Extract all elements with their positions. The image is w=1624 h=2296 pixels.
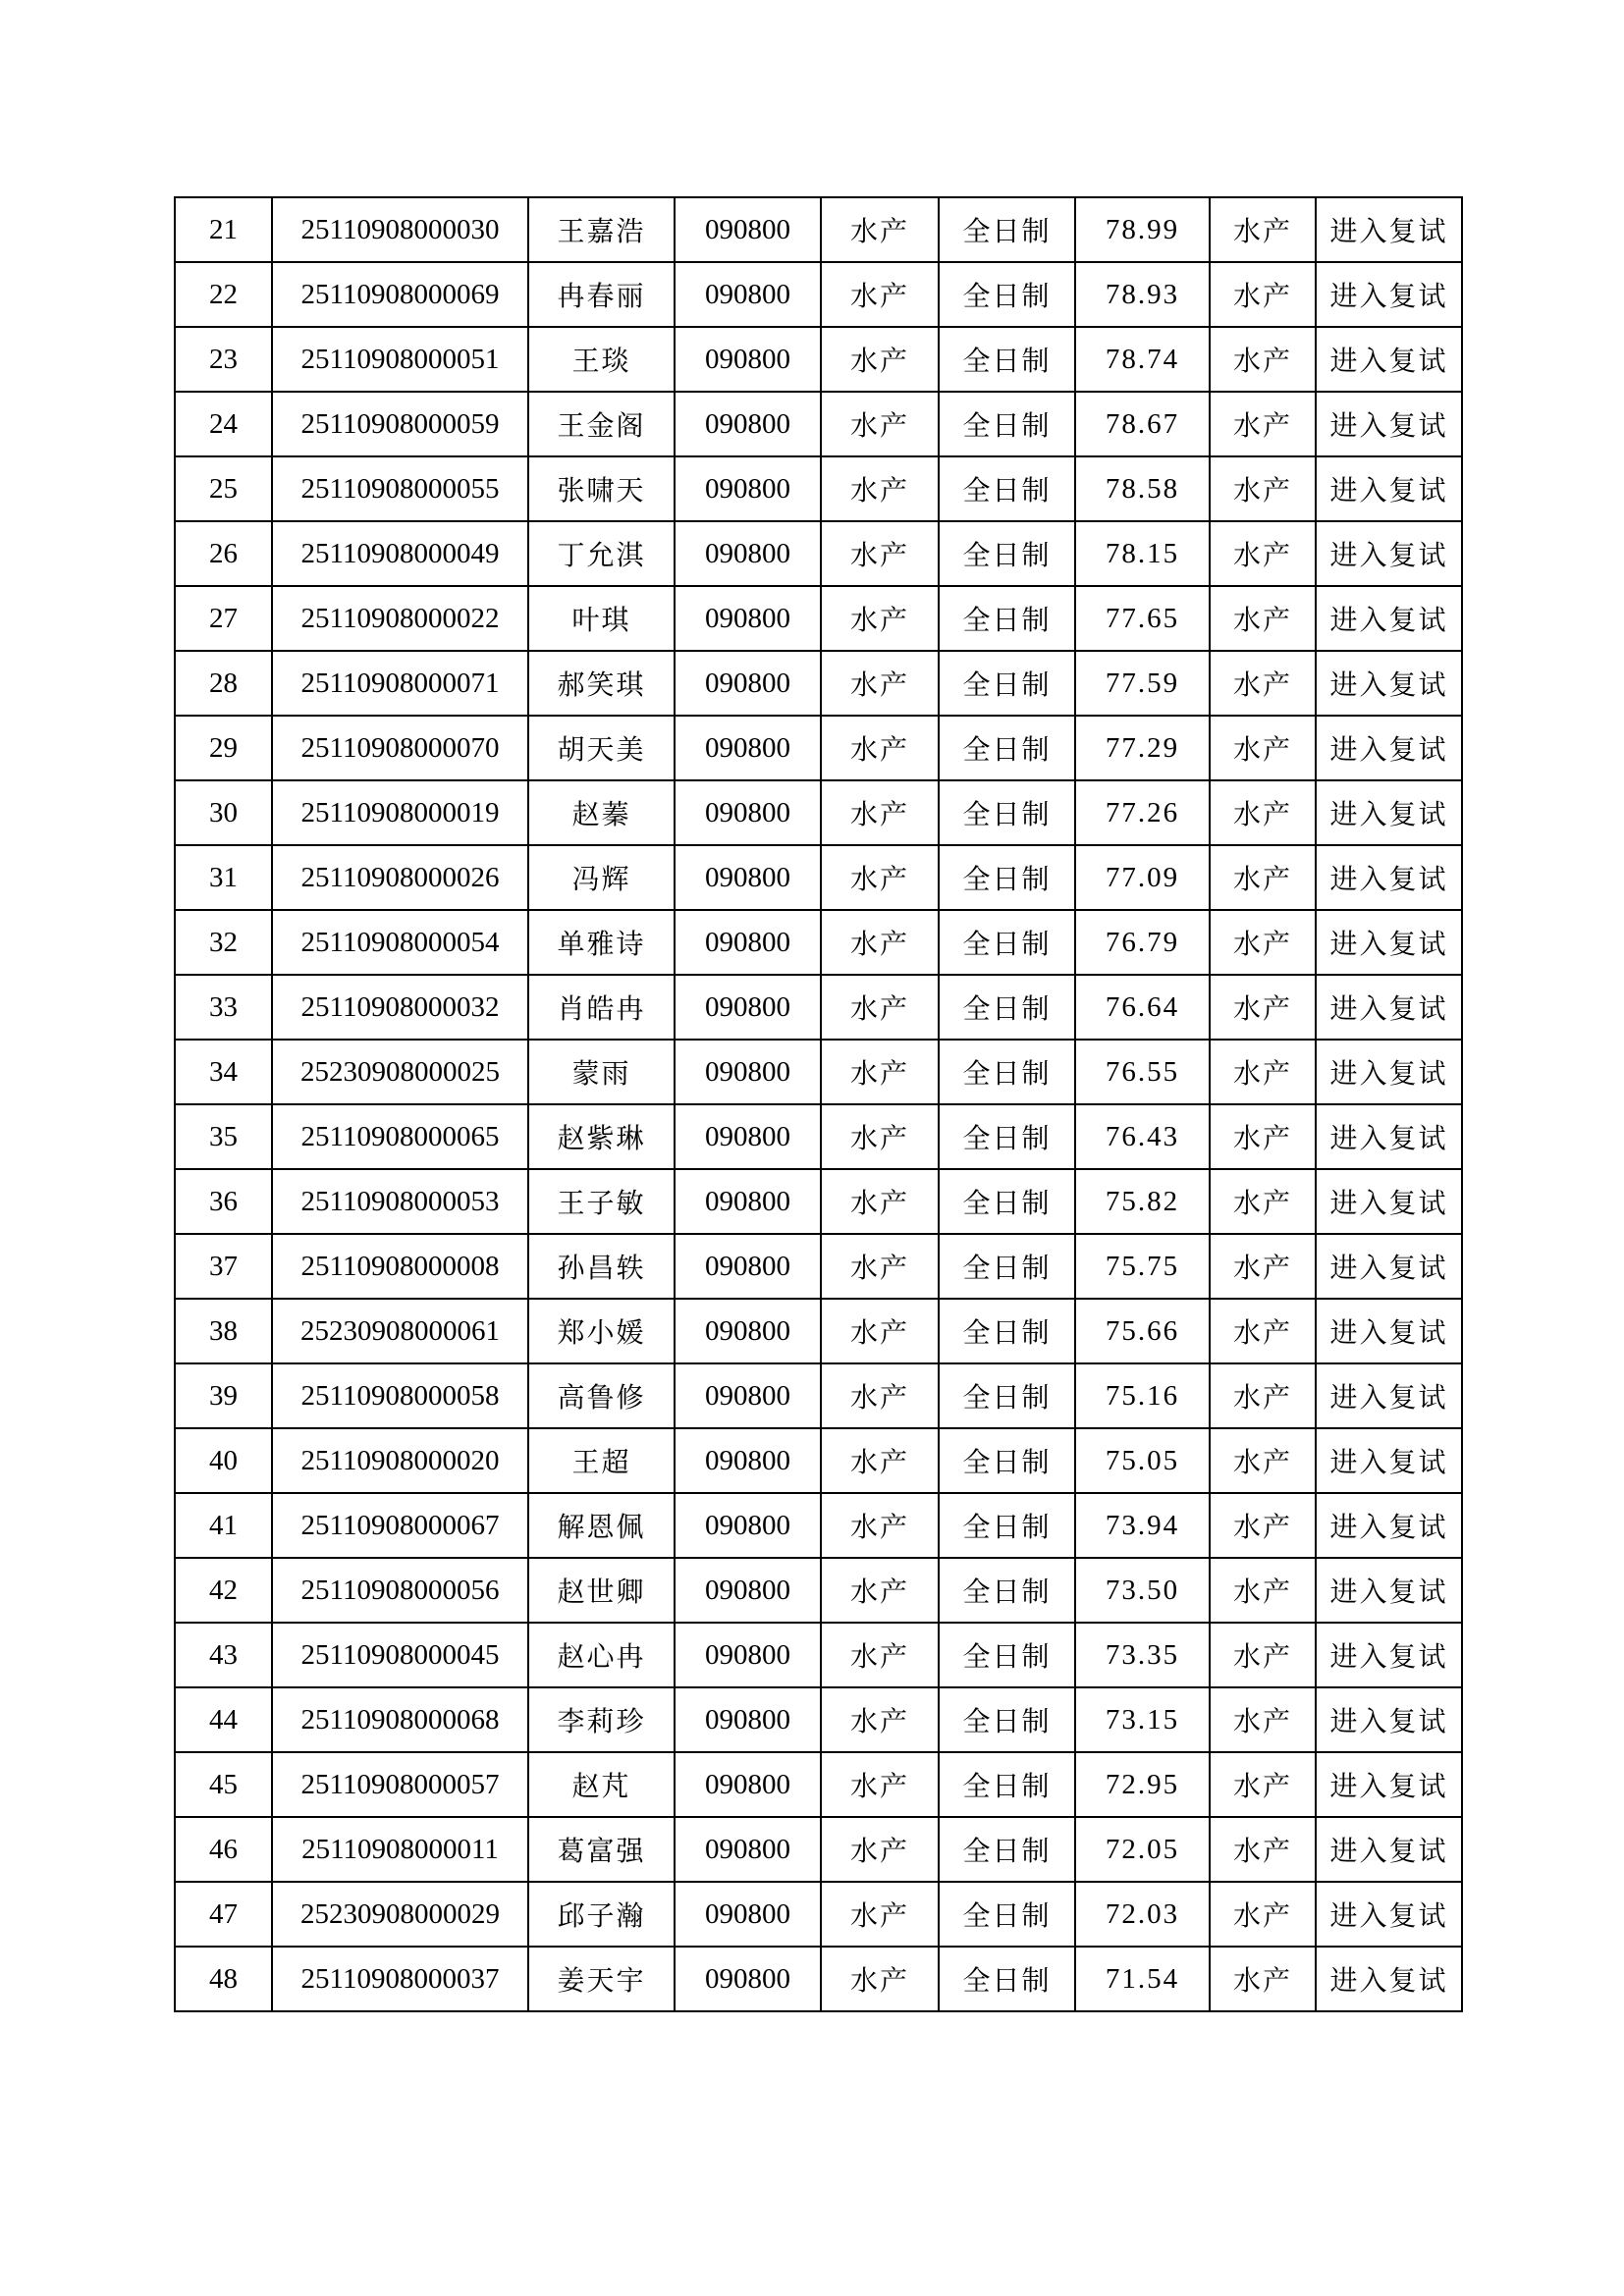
- exam-id-cell: 25110908000011: [272, 1817, 528, 1882]
- table-row: [175, 1234, 1462, 1299]
- direction-cell: 水产: [1210, 1363, 1316, 1428]
- result-cell: 进入复试: [1316, 521, 1462, 586]
- major-cell: 水产: [821, 262, 939, 327]
- candidate-name-cell: 郑小媛: [528, 1299, 675, 1363]
- direction-cell: 水产: [1210, 716, 1316, 780]
- candidate-name-cell: 高鲁修: [528, 1363, 675, 1428]
- major-code-cell: 090800: [675, 1493, 821, 1558]
- row-number-cell: 32: [175, 910, 272, 975]
- major-cell: 水产: [821, 456, 939, 521]
- candidate-name-cell: 赵蓁: [528, 780, 675, 845]
- exam-id-cell: 25110908000037: [272, 1947, 528, 2011]
- score-cell: 75.75: [1075, 1234, 1210, 1299]
- row-number-cell: 33: [175, 975, 272, 1040]
- result-cell: 进入复试: [1316, 1104, 1462, 1169]
- row-number-cell: 45: [175, 1752, 272, 1817]
- result-cell: 进入复试: [1316, 1882, 1462, 1947]
- score-cell: 72.05: [1075, 1817, 1210, 1882]
- major-cell: 水产: [821, 1623, 939, 1687]
- score-cell: 77.59: [1075, 651, 1210, 716]
- row-number-cell: 39: [175, 1363, 272, 1428]
- result-cell: 进入复试: [1316, 1169, 1462, 1234]
- exam-id-cell: 25110908000055: [272, 456, 528, 521]
- study-mode-cell: 全日制: [939, 1817, 1075, 1882]
- study-mode-cell: 全日制: [939, 262, 1075, 327]
- direction-cell: 水产: [1210, 780, 1316, 845]
- exam-id-cell: 25230908000029: [272, 1882, 528, 1947]
- table-row: [175, 262, 1462, 327]
- score-cell: 77.65: [1075, 586, 1210, 651]
- study-mode-cell: 全日制: [939, 1687, 1075, 1752]
- candidate-name-cell: 赵心冉: [528, 1623, 675, 1687]
- candidate-name-cell: 邱子瀚: [528, 1882, 675, 1947]
- result-cell: 进入复试: [1316, 845, 1462, 910]
- direction-cell: 水产: [1210, 521, 1316, 586]
- study-mode-cell: 全日制: [939, 197, 1075, 262]
- score-cell: 75.82: [1075, 1169, 1210, 1234]
- table-row: [175, 586, 1462, 651]
- row-number-cell: 42: [175, 1558, 272, 1623]
- major-cell: 水产: [821, 1363, 939, 1428]
- major-code-cell: 090800: [675, 716, 821, 780]
- major-code-cell: 090800: [675, 1169, 821, 1234]
- score-cell: 73.35: [1075, 1623, 1210, 1687]
- exam-id-cell: 25110908000065: [272, 1104, 528, 1169]
- result-cell: 进入复试: [1316, 392, 1462, 456]
- major-code-cell: 090800: [675, 456, 821, 521]
- table-row: [175, 521, 1462, 586]
- table-row: [175, 392, 1462, 456]
- result-cell: 进入复试: [1316, 1752, 1462, 1817]
- score-cell: 75.05: [1075, 1428, 1210, 1493]
- score-cell: 76.64: [1075, 975, 1210, 1040]
- major-code-cell: 090800: [675, 780, 821, 845]
- candidate-name-cell: 赵芃: [528, 1752, 675, 1817]
- row-number-cell: 24: [175, 392, 272, 456]
- exam-id-cell: 25230908000061: [272, 1299, 528, 1363]
- table-row: [175, 1947, 1462, 2011]
- exam-id-cell: 25110908000059: [272, 392, 528, 456]
- row-number-cell: 34: [175, 1040, 272, 1104]
- major-cell: 水产: [821, 521, 939, 586]
- row-number-cell: 21: [175, 197, 272, 262]
- row-number-cell: 27: [175, 586, 272, 651]
- major-code-cell: 090800: [675, 1947, 821, 2011]
- major-code-cell: 090800: [675, 262, 821, 327]
- study-mode-cell: 全日制: [939, 1428, 1075, 1493]
- exam-id-cell: 25110908000067: [272, 1493, 528, 1558]
- applicant-score-table: [174, 196, 1463, 2012]
- row-number-cell: 35: [175, 1104, 272, 1169]
- table-row: [175, 1104, 1462, 1169]
- study-mode-cell: 全日制: [939, 327, 1075, 392]
- candidate-name-cell: 张啸天: [528, 456, 675, 521]
- exam-id-cell: 25110908000045: [272, 1623, 528, 1687]
- study-mode-cell: 全日制: [939, 1169, 1075, 1234]
- major-code-cell: 090800: [675, 1234, 821, 1299]
- study-mode-cell: 全日制: [939, 586, 1075, 651]
- major-code-cell: 090800: [675, 1104, 821, 1169]
- candidate-name-cell: 李莉珍: [528, 1687, 675, 1752]
- result-cell: 进入复试: [1316, 327, 1462, 392]
- table-row: [175, 651, 1462, 716]
- table-row: [175, 1752, 1462, 1817]
- major-cell: 水产: [821, 975, 939, 1040]
- table-row: [175, 1817, 1462, 1882]
- row-number-cell: 46: [175, 1817, 272, 1882]
- score-cell: 78.93: [1075, 262, 1210, 327]
- row-number-cell: 29: [175, 716, 272, 780]
- exam-id-cell: 25110908000068: [272, 1687, 528, 1752]
- row-number-cell: 22: [175, 262, 272, 327]
- score-cell: 73.50: [1075, 1558, 1210, 1623]
- major-code-cell: 090800: [675, 1687, 821, 1752]
- exam-id-cell: 25110908000019: [272, 780, 528, 845]
- direction-cell: 水产: [1210, 1947, 1316, 2011]
- table-row: [175, 1040, 1462, 1104]
- major-cell: 水产: [821, 197, 939, 262]
- exam-id-cell: 25110908000071: [272, 651, 528, 716]
- candidate-name-cell: 王琰: [528, 327, 675, 392]
- table-row: [175, 1882, 1462, 1947]
- major-code-cell: 090800: [675, 1040, 821, 1104]
- direction-cell: 水产: [1210, 1493, 1316, 1558]
- study-mode-cell: 全日制: [939, 1623, 1075, 1687]
- candidate-name-cell: 解恩佩: [528, 1493, 675, 1558]
- direction-cell: 水产: [1210, 1428, 1316, 1493]
- major-code-cell: 090800: [675, 392, 821, 456]
- major-code-cell: 090800: [675, 1363, 821, 1428]
- direction-cell: 水产: [1210, 1104, 1316, 1169]
- major-cell: 水产: [821, 1947, 939, 2011]
- major-cell: 水产: [821, 1752, 939, 1817]
- major-code-cell: 090800: [675, 1752, 821, 1817]
- study-mode-cell: 全日制: [939, 1363, 1075, 1428]
- major-code-cell: 090800: [675, 1882, 821, 1947]
- major-cell: 水产: [821, 327, 939, 392]
- table-row: [175, 845, 1462, 910]
- table-row: [175, 197, 1462, 262]
- candidate-name-cell: 王嘉浩: [528, 197, 675, 262]
- exam-id-cell: 25110908000026: [272, 845, 528, 910]
- major-cell: 水产: [821, 1428, 939, 1493]
- direction-cell: 水产: [1210, 1623, 1316, 1687]
- major-cell: 水产: [821, 651, 939, 716]
- candidate-name-cell: 王超: [528, 1428, 675, 1493]
- score-cell: 72.95: [1075, 1752, 1210, 1817]
- score-cell: 76.43: [1075, 1104, 1210, 1169]
- study-mode-cell: 全日制: [939, 521, 1075, 586]
- study-mode-cell: 全日制: [939, 716, 1075, 780]
- study-mode-cell: 全日制: [939, 651, 1075, 716]
- exam-id-cell: 25110908000022: [272, 586, 528, 651]
- major-cell: 水产: [821, 1234, 939, 1299]
- candidate-name-cell: 姜天宇: [528, 1947, 675, 2011]
- direction-cell: 水产: [1210, 1882, 1316, 1947]
- score-cell: 78.58: [1075, 456, 1210, 521]
- score-cell: 77.09: [1075, 845, 1210, 910]
- major-cell: 水产: [821, 910, 939, 975]
- major-code-cell: 090800: [675, 1299, 821, 1363]
- major-code-cell: 090800: [675, 197, 821, 262]
- direction-cell: 水产: [1210, 1687, 1316, 1752]
- result-cell: 进入复试: [1316, 910, 1462, 975]
- study-mode-cell: 全日制: [939, 845, 1075, 910]
- table-row: [175, 327, 1462, 392]
- candidate-name-cell: 孙昌轶: [528, 1234, 675, 1299]
- direction-cell: 水产: [1210, 1752, 1316, 1817]
- direction-cell: 水产: [1210, 1558, 1316, 1623]
- exam-id-cell: 25110908000056: [272, 1558, 528, 1623]
- row-number-cell: 48: [175, 1947, 272, 2011]
- study-mode-cell: 全日制: [939, 392, 1075, 456]
- candidate-name-cell: 丁允淇: [528, 521, 675, 586]
- major-cell: 水产: [821, 845, 939, 910]
- study-mode-cell: 全日制: [939, 1104, 1075, 1169]
- study-mode-cell: 全日制: [939, 910, 1075, 975]
- major-code-cell: 090800: [675, 651, 821, 716]
- study-mode-cell: 全日制: [939, 456, 1075, 521]
- direction-cell: 水产: [1210, 456, 1316, 521]
- major-code-cell: 090800: [675, 586, 821, 651]
- direction-cell: 水产: [1210, 262, 1316, 327]
- result-cell: 进入复试: [1316, 586, 1462, 651]
- study-mode-cell: 全日制: [939, 1558, 1075, 1623]
- study-mode-cell: 全日制: [939, 1299, 1075, 1363]
- candidate-name-cell: 赵紫琳: [528, 1104, 675, 1169]
- score-cell: 75.16: [1075, 1363, 1210, 1428]
- direction-cell: 水产: [1210, 1817, 1316, 1882]
- score-cell: 78.15: [1075, 521, 1210, 586]
- study-mode-cell: 全日制: [939, 1882, 1075, 1947]
- major-cell: 水产: [821, 1817, 939, 1882]
- major-code-cell: 090800: [675, 521, 821, 586]
- row-number-cell: 36: [175, 1169, 272, 1234]
- major-code-cell: 090800: [675, 1428, 821, 1493]
- candidate-name-cell: 王金阁: [528, 392, 675, 456]
- major-cell: 水产: [821, 1040, 939, 1104]
- exam-id-cell: 25110908000057: [272, 1752, 528, 1817]
- table-row: [175, 1363, 1462, 1428]
- result-cell: 进入复试: [1316, 1299, 1462, 1363]
- result-cell: 进入复试: [1316, 1687, 1462, 1752]
- candidate-name-cell: 郝笑琪: [528, 651, 675, 716]
- result-cell: 进入复试: [1316, 716, 1462, 780]
- exam-id-cell: 25110908000008: [272, 1234, 528, 1299]
- result-cell: 进入复试: [1316, 651, 1462, 716]
- row-number-cell: 38: [175, 1299, 272, 1363]
- major-cell: 水产: [821, 586, 939, 651]
- study-mode-cell: 全日制: [939, 975, 1075, 1040]
- direction-cell: 水产: [1210, 845, 1316, 910]
- result-cell: 进入复试: [1316, 1623, 1462, 1687]
- score-cell: 76.79: [1075, 910, 1210, 975]
- result-cell: 进入复试: [1316, 1363, 1462, 1428]
- result-cell: 进入复试: [1316, 1040, 1462, 1104]
- major-code-cell: 090800: [675, 1623, 821, 1687]
- direction-cell: 水产: [1210, 1169, 1316, 1234]
- row-number-cell: 23: [175, 327, 272, 392]
- score-cell: 78.67: [1075, 392, 1210, 456]
- row-number-cell: 44: [175, 1687, 272, 1752]
- major-code-cell: 090800: [675, 327, 821, 392]
- score-cell: 77.26: [1075, 780, 1210, 845]
- score-cell: 72.03: [1075, 1882, 1210, 1947]
- exam-id-cell: 25110908000049: [272, 521, 528, 586]
- study-mode-cell: 全日制: [939, 1040, 1075, 1104]
- score-cell: 78.99: [1075, 197, 1210, 262]
- row-number-cell: 30: [175, 780, 272, 845]
- table-row: [175, 975, 1462, 1040]
- exam-id-cell: 25110908000020: [272, 1428, 528, 1493]
- study-mode-cell: 全日制: [939, 1752, 1075, 1817]
- result-cell: 进入复试: [1316, 456, 1462, 521]
- table-row: [175, 1558, 1462, 1623]
- candidate-name-cell: 葛富强: [528, 1817, 675, 1882]
- exam-id-cell: 25110908000053: [272, 1169, 528, 1234]
- major-cell: 水产: [821, 1493, 939, 1558]
- major-cell: 水产: [821, 1104, 939, 1169]
- exam-id-cell: 25110908000054: [272, 910, 528, 975]
- score-cell: 71.54: [1075, 1947, 1210, 2011]
- row-number-cell: 26: [175, 521, 272, 586]
- direction-cell: 水产: [1210, 586, 1316, 651]
- direction-cell: 水产: [1210, 910, 1316, 975]
- direction-cell: 水产: [1210, 1299, 1316, 1363]
- table-row: [175, 456, 1462, 521]
- study-mode-cell: 全日制: [939, 1493, 1075, 1558]
- major-cell: 水产: [821, 1882, 939, 1947]
- row-number-cell: 37: [175, 1234, 272, 1299]
- score-cell: 75.66: [1075, 1299, 1210, 1363]
- exam-id-cell: 25110908000058: [272, 1363, 528, 1428]
- candidate-name-cell: 叶琪: [528, 586, 675, 651]
- major-cell: 水产: [821, 716, 939, 780]
- direction-cell: 水产: [1210, 392, 1316, 456]
- candidate-name-cell: 冉春丽: [528, 262, 675, 327]
- candidate-name-cell: 王子敏: [528, 1169, 675, 1234]
- result-cell: 进入复试: [1316, 1817, 1462, 1882]
- result-cell: 进入复试: [1316, 262, 1462, 327]
- study-mode-cell: 全日制: [939, 1947, 1075, 2011]
- study-mode-cell: 全日制: [939, 780, 1075, 845]
- result-cell: 进入复试: [1316, 1234, 1462, 1299]
- result-cell: 进入复试: [1316, 197, 1462, 262]
- row-number-cell: 41: [175, 1493, 272, 1558]
- candidate-name-cell: 赵世卿: [528, 1558, 675, 1623]
- table-row: [175, 1493, 1462, 1558]
- major-code-cell: 090800: [675, 1558, 821, 1623]
- candidate-name-cell: 单雅诗: [528, 910, 675, 975]
- row-number-cell: 40: [175, 1428, 272, 1493]
- major-code-cell: 090800: [675, 1817, 821, 1882]
- result-cell: 进入复试: [1316, 1493, 1462, 1558]
- score-cell: 76.55: [1075, 1040, 1210, 1104]
- row-number-cell: 25: [175, 456, 272, 521]
- major-cell: 水产: [821, 1169, 939, 1234]
- result-cell: 进入复试: [1316, 975, 1462, 1040]
- major-cell: 水产: [821, 1558, 939, 1623]
- major-cell: 水产: [821, 1299, 939, 1363]
- candidate-name-cell: 胡天美: [528, 716, 675, 780]
- table-row: [175, 1428, 1462, 1493]
- table-row: [175, 780, 1462, 845]
- row-number-cell: 43: [175, 1623, 272, 1687]
- direction-cell: 水产: [1210, 1234, 1316, 1299]
- major-code-cell: 090800: [675, 975, 821, 1040]
- direction-cell: 水产: [1210, 975, 1316, 1040]
- direction-cell: 水产: [1210, 197, 1316, 262]
- table-row: [175, 1299, 1462, 1363]
- exam-id-cell: 25230908000025: [272, 1040, 528, 1104]
- table-body: [175, 197, 1462, 2011]
- score-cell: 78.74: [1075, 327, 1210, 392]
- table-row: [175, 1623, 1462, 1687]
- major-code-cell: 090800: [675, 910, 821, 975]
- candidate-name-cell: 蒙雨: [528, 1040, 675, 1104]
- row-number-cell: 28: [175, 651, 272, 716]
- exam-id-cell: 25110908000030: [272, 197, 528, 262]
- exam-id-cell: 25110908000032: [272, 975, 528, 1040]
- result-cell: 进入复试: [1316, 780, 1462, 845]
- exam-id-cell: 25110908000069: [272, 262, 528, 327]
- direction-cell: 水产: [1210, 651, 1316, 716]
- score-cell: 77.29: [1075, 716, 1210, 780]
- score-cell: 73.94: [1075, 1493, 1210, 1558]
- major-cell: 水产: [821, 1687, 939, 1752]
- row-number-cell: 31: [175, 845, 272, 910]
- major-cell: 水产: [821, 392, 939, 456]
- exam-id-cell: 25110908000051: [272, 327, 528, 392]
- row-number-cell: 47: [175, 1882, 272, 1947]
- table-row: [175, 1169, 1462, 1234]
- table-row: [175, 716, 1462, 780]
- result-cell: 进入复试: [1316, 1947, 1462, 2011]
- study-mode-cell: 全日制: [939, 1234, 1075, 1299]
- result-cell: 进入复试: [1316, 1428, 1462, 1493]
- table-row: [175, 1687, 1462, 1752]
- table-row: [175, 910, 1462, 975]
- major-code-cell: 090800: [675, 845, 821, 910]
- candidate-name-cell: 冯辉: [528, 845, 675, 910]
- direction-cell: 水产: [1210, 327, 1316, 392]
- direction-cell: 水产: [1210, 1040, 1316, 1104]
- exam-id-cell: 25110908000070: [272, 716, 528, 780]
- result-cell: 进入复试: [1316, 1558, 1462, 1623]
- candidate-name-cell: 肖皓冉: [528, 975, 675, 1040]
- score-cell: 73.15: [1075, 1687, 1210, 1752]
- major-cell: 水产: [821, 780, 939, 845]
